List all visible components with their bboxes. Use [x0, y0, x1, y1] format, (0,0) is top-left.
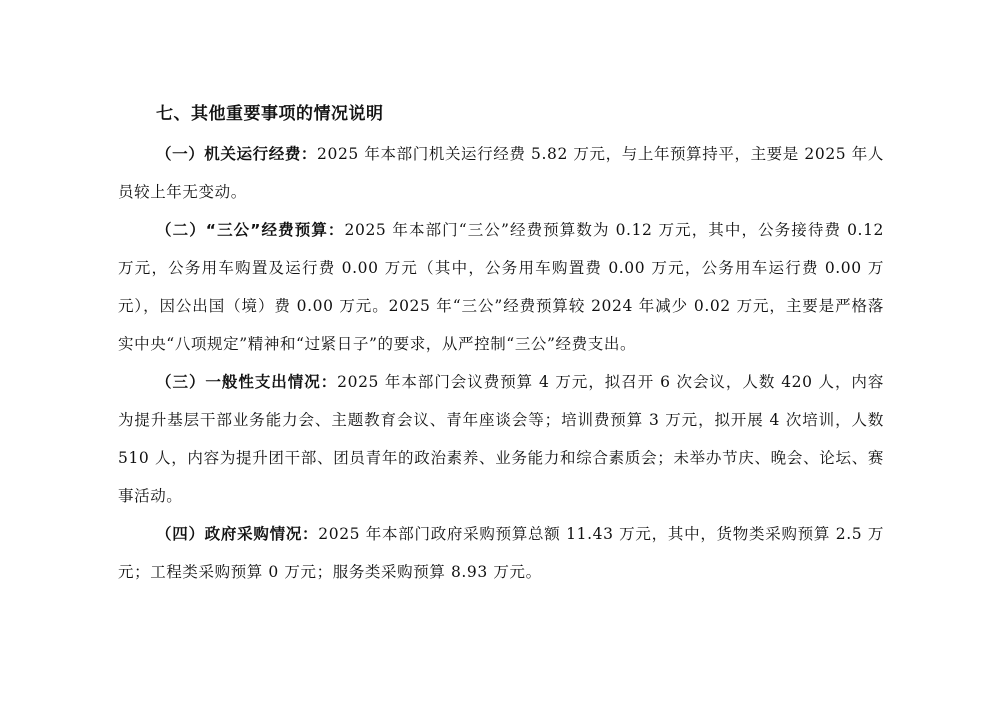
- paragraph-lead: （一）机关运行经费：: [156, 145, 318, 163]
- paragraph-body: 2025 年本部门政府采购预算总额 11.43 万元，其中，货物类采购预算 2.5 万元；工程类采购预算 0 万元；服务类采购预算 8.93 万元。: [118, 525, 884, 581]
- paragraph-lead: （三）一般性支出情况：: [156, 373, 338, 391]
- paragraph-body: 2025 年本部门会议费预算 4 万元，拟召开 6 次会议，人数 420 人，内容为提升基层干部业务能力会、主题教育会议、青年座谈会等；培训费预算 3 万元，拟开展 4 次培训，人数 510 人，内容为提升团干部、团员青年的政治素养、业务能力和综合素质会；未举办节庆、晚会、论坛、赛事活动。: [118, 373, 884, 505]
- document-page: [118, 97, 884, 591]
- paragraph-government-procurement: [118, 515, 884, 591]
- paragraph-general-expenditure: [118, 363, 884, 515]
- paragraph-body: 2025 年本部门机关运行经费 5.82 万元，与上年预算持平，主要是 2025 年人员较上年无变动。: [118, 145, 884, 201]
- paragraph-lead: （二）“三公”经费预算：: [156, 221, 345, 239]
- section-heading: 七、其他重要事项的情况说明: [156, 104, 384, 124]
- paragraph-lead: （四）政府采购情况：: [156, 525, 319, 543]
- paragraph-operating-expenses: [118, 135, 884, 211]
- paragraph-three-public-budget: [118, 211, 884, 363]
- paragraph-body: 2025 年本部门“三公”经费预算数为 0.12 万元，其中，公务接待费 0.12 万元，公务用车购置及运行费 0.00 万元（其中，公务用车购置费 0.00 万元，公务用车运行费 0.00 万元），因公出国（境）费 0.00 万元。2025 年“三公”经费预算较 2024 年减少 0.02 万元，主要是严格落实中央“八项规定”精神和“过紧日子”的要求，从严控制“三公”经费支出。: [118, 221, 884, 353]
